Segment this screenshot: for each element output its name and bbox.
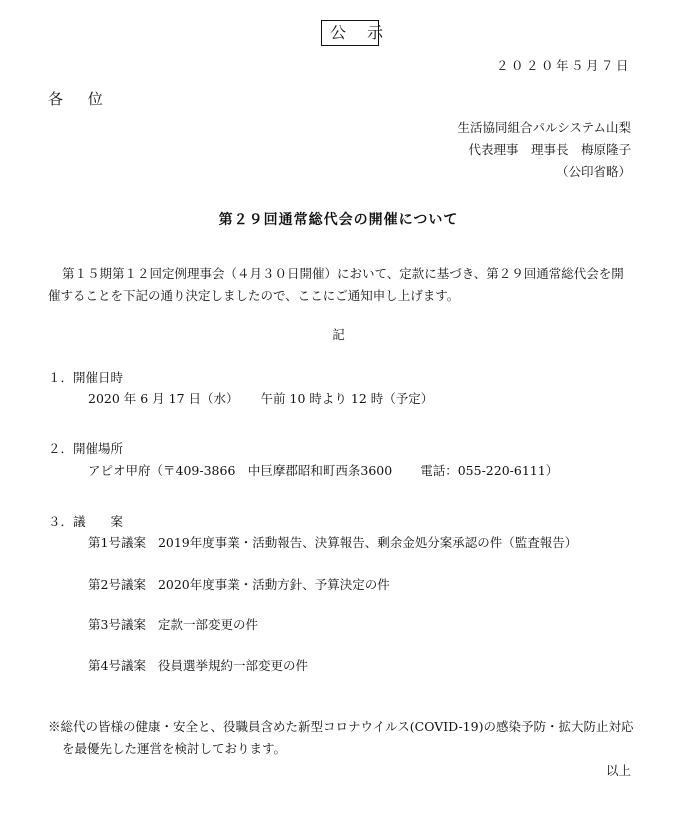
meeting-date: 2020 年 6 月 17 日（水）: [88, 391, 239, 406]
section-agenda-heading: ３．議 案: [48, 514, 124, 529]
agenda-text: 2019年度事業・活動報告、決算報告、剰余金処分案承認の件（監査報告）: [157, 535, 578, 550]
agenda-number: 第2号議案: [88, 577, 146, 592]
body-text-line-2: 催することを下記の通り決定しましたので、ここにご通知申し上げます。: [48, 288, 460, 303]
section-datetime-body: [88, 389, 433, 407]
notice-title: 公 示: [321, 20, 379, 46]
agenda-item: [88, 615, 258, 633]
section-datetime-heading: １．開催日時: [48, 370, 124, 385]
agenda-item: [88, 656, 308, 674]
ki-heading: 記: [332, 327, 345, 342]
section-venue-heading: ２．開催場所: [48, 441, 124, 456]
meeting-time: 午前 10 時より 12 時（予定）: [260, 391, 434, 406]
agenda-number: 第3号議案: [88, 617, 146, 632]
note-line-1: ※総代の皆様の健康・安全と、役職員含めた新型コロナウイルス(COVID-19)の感染予防・拡大防止対応: [48, 719, 634, 734]
agenda-text: 2020年度事業・活動方針、予算決定の件: [157, 577, 390, 592]
sender-representative: 代表理事 理事長 梅原隆子: [468, 142, 631, 157]
agenda-item: [88, 533, 577, 551]
seal-note: （公印省略）: [555, 164, 631, 179]
addressee: 各 位: [48, 90, 113, 108]
note-line-2: を最優先した運営を検討しております。: [62, 741, 287, 756]
agenda-text: 定款一部変更の件: [157, 617, 258, 632]
agenda-text: 役員選挙規約一部変更の件: [157, 658, 308, 673]
venue-phone: 電話：055-220-6111）: [420, 463, 559, 478]
agenda-number: 第4号議案: [88, 658, 146, 673]
body-text-line-1: 第１５期第１２回定例理事会（４月３０日開催）において、定款に基づき、第２９回通常総代会を開: [62, 266, 624, 281]
agenda-item: [88, 575, 390, 593]
section-venue-body: [88, 461, 558, 479]
closing-ijou: 以上: [605, 763, 631, 778]
venue-address: アピオ甲府（〒409-3866 中巨摩郡昭和町西条3600: [88, 463, 393, 478]
sender-organization: 生活協同組合パルシステム山梨: [457, 120, 631, 135]
document-title: 第２９回通常総代会の開催について: [218, 212, 459, 228]
agenda-number: 第1号議案: [88, 535, 146, 550]
issue-date: ２０２０年５月７日: [495, 58, 631, 73]
